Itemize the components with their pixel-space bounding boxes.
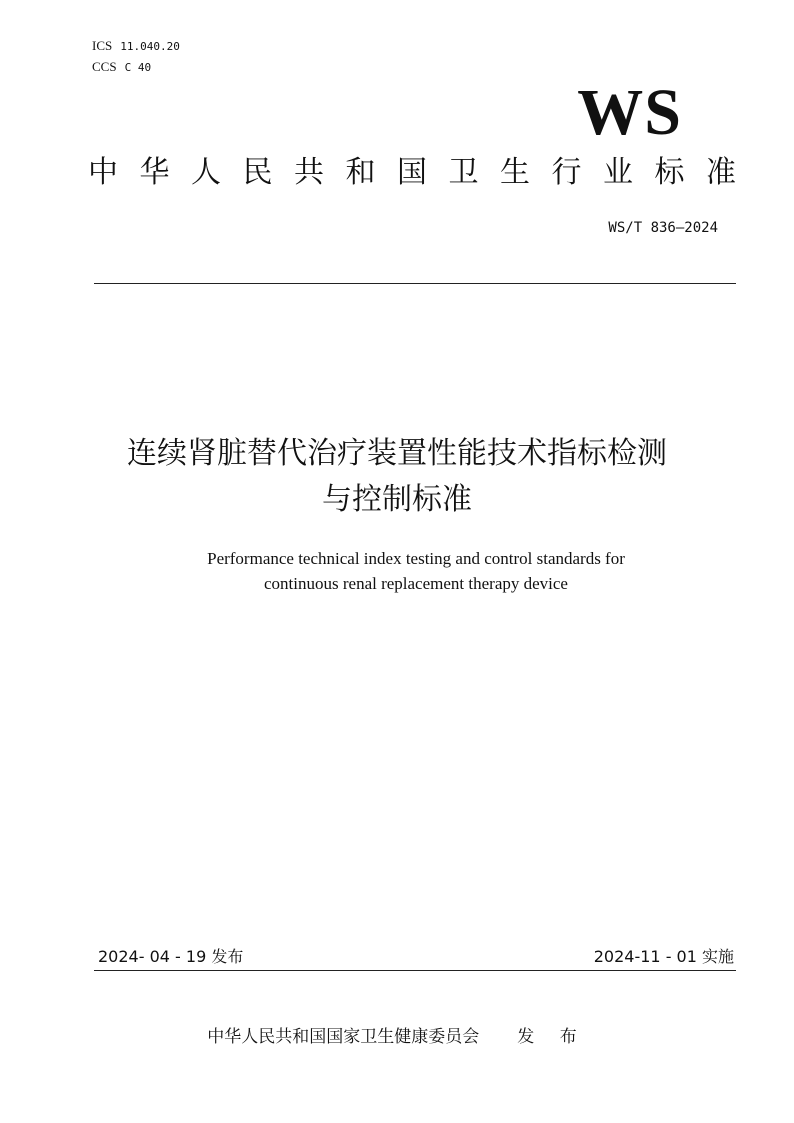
title-en-line2: continuous renal replacement therapy device bbox=[264, 574, 568, 593]
ws-logo: WS bbox=[577, 76, 682, 149]
standard-type-char: 卫 bbox=[448, 155, 479, 190]
top-divider bbox=[94, 283, 736, 284]
standard-type-char: 行 bbox=[551, 155, 582, 190]
standard-type-char: 民 bbox=[242, 155, 273, 190]
title-cn-line1: 连续肾脏替代治疗装置性能技术指标检测 bbox=[127, 436, 667, 471]
title-en-line1: Performance technical index testing and control standards for bbox=[207, 549, 625, 568]
ics-label: ICS bbox=[92, 38, 113, 53]
ccs-classification bbox=[92, 59, 151, 76]
standard-type-char: 业 bbox=[603, 155, 633, 190]
issuer-line bbox=[0, 1025, 794, 1049]
implement-date: 2024-11 - 01 实施 bbox=[593, 947, 734, 966]
ics-classification bbox=[92, 38, 180, 55]
ccs-value: C 40 bbox=[124, 61, 152, 74]
ics-value: 11.040.20 bbox=[120, 40, 180, 53]
title-cn-line2: 与控制标准 bbox=[322, 482, 472, 517]
standard-type-char: 国 bbox=[397, 155, 427, 190]
standard-type-char: 华 bbox=[139, 155, 170, 190]
standard-type-char: 人 bbox=[191, 155, 221, 190]
standard-type-char: 准 bbox=[706, 155, 736, 190]
bottom-divider bbox=[94, 970, 736, 971]
standard-type-heading bbox=[88, 153, 736, 193]
issuer-organization: 中华人民共和国国家卫生健康委员会 bbox=[207, 1027, 480, 1047]
ccs-label: CCS bbox=[92, 59, 117, 74]
standard-number: WS/T 836—2024 bbox=[608, 220, 718, 236]
issuer-action: 发 布 bbox=[517, 1027, 587, 1047]
standard-type-char: 和 bbox=[345, 155, 376, 190]
standard-type-char: 标 bbox=[654, 155, 685, 190]
standard-type-char: 中 bbox=[88, 155, 118, 190]
publish-date: 2024- 04 - 19 发布 bbox=[98, 947, 244, 966]
standard-type-char: 生 bbox=[500, 155, 530, 190]
standard-type-char: 共 bbox=[294, 155, 324, 190]
